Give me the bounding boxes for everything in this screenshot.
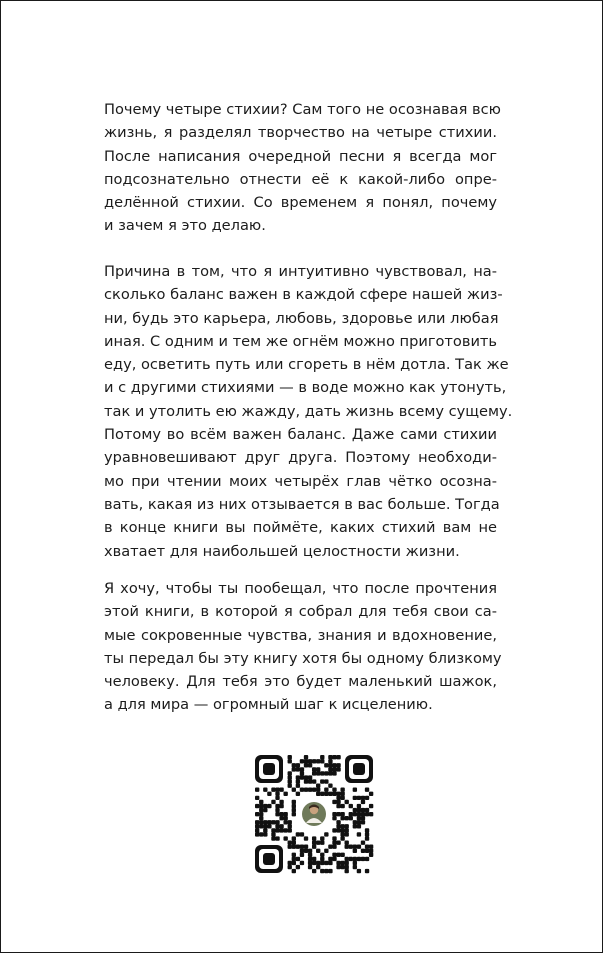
text-line: жизнь, я разделял творчество на четыре стихии. [104,124,497,142]
text-line: в конце книги вы поймёте, каких стихий вам не [104,519,497,537]
text-line: ты передал бы эту книгу хотя бы одному близкому [104,649,502,667]
text-line: Причина в том, что я интуитивно чувствовал, на- [104,263,497,280]
text-line: сколько баланс важен в каждой сфере нашей жиз- [104,286,503,304]
text-line: уравновешивают друг друга. Поэтому необходи- [104,449,497,467]
text-line: мые сокровенные чувства, знания и вдохновение, [104,626,497,644]
qr-finder-top-right [345,755,373,783]
text-line: этой книги, в которой я собрал для тебя свои са- [104,603,497,621]
text-line: ни, будь это карьера, любовь, здоровье или любая [104,309,499,327]
text-line: делённой стихии. Со временем я понял, почему [104,194,497,212]
text-line: и с другими стихиями — в воде можно как утонуть, [104,379,507,397]
text-line: человеку. Для тебя это будет маленький шажок, [104,673,497,691]
text-line: хватает для наибольшей целостности жизни. [104,542,460,560]
author-avatar-icon [300,800,328,828]
text-line: вать, какая из них отзывается в вас больше. Тогда [104,495,500,513]
text-line: Почему четыре стихии? Сам того не осознавая всю [104,101,501,118]
text-line: и зачем я это делаю. [104,217,266,235]
qr-finder-bottom-left [255,845,283,873]
text-line: так и утолить ею жажду, дать жизнь всему сущему. [104,402,513,420]
paragraph-2 [104,260,513,563]
qr-code-graphic [253,753,375,875]
qr-finder-top-left [255,755,283,783]
text-line: а для мира — огромный шаг к исцелению. [104,696,433,714]
text-line: еду, осветить путь или сгореть в нём дотла. Так же [104,356,509,374]
text-line: После написания очередной песни я всегда мог [104,147,497,165]
qr-code-icon[interactable] [253,753,375,875]
text-line: иная. С одним и тем же огнём можно приготовить [104,332,498,350]
text-line: подсознательно отнести её к какой-либо опре- [104,170,497,188]
text-line: Потому во всём важен баланс. Даже сами стихии [104,426,497,444]
text-line: Я хочу, чтобы ты пообещал, что после прочтения [104,580,497,597]
paragraph-1 [104,98,501,238]
paragraph-3 [104,577,502,717]
text-line: мо при чтении моих четырёх глав чётко осозна- [104,472,497,490]
